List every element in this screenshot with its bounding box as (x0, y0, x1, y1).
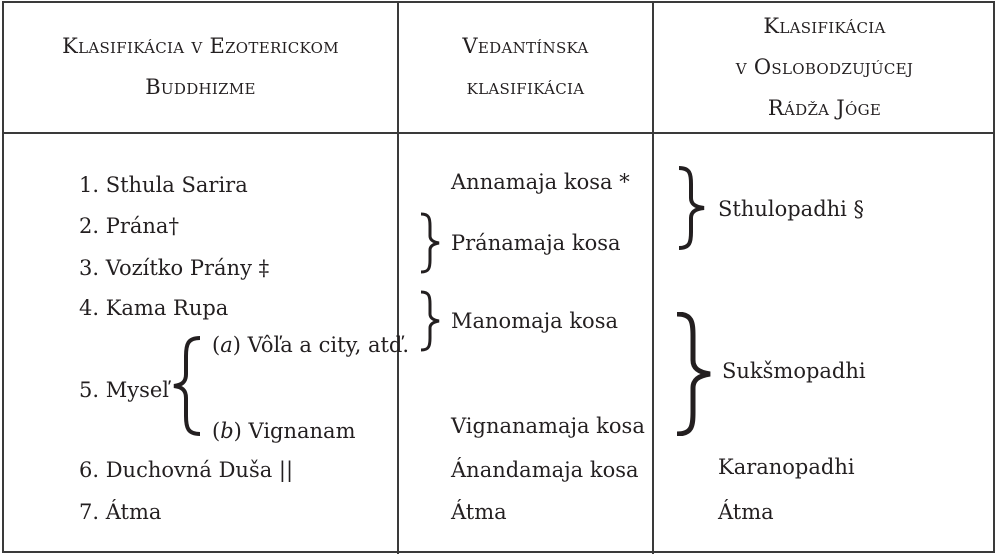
header-divider (2, 132, 995, 134)
header-col1-line2: Buddhizme (145, 75, 256, 99)
col2-item-6: Átma (451, 500, 507, 524)
col3-item-2: Sukšmopadhi (722, 359, 866, 383)
col1-item-7: 7. Átma (79, 500, 162, 524)
col1-item-2: 2. Prána† (79, 214, 179, 238)
col2-item-5: Ánandamaja kosa (451, 458, 639, 482)
manas-brace-icon (418, 290, 442, 352)
header-col3-line2: v Oslobodzujúcej (735, 55, 914, 79)
col1-item-5b-text: Vignanam (248, 419, 356, 443)
col2-item-3: Manomaja kosa (451, 309, 618, 333)
col1-item-6: 6. Duchovná Duša || (79, 458, 294, 482)
col3-item-3: Karanopadhi (718, 455, 855, 479)
header-col3-line3: Rádža Jóge (767, 96, 882, 120)
col3-item-1: Sthulopadhi § (718, 197, 865, 221)
col1-item-3: 3. Vozítko Prány ‡ (79, 256, 270, 280)
header-col2 (399, 26, 652, 108)
col1-item-5b: (b) Vignanam (212, 419, 356, 443)
mind-brace-icon (170, 336, 204, 436)
header-col2-line1: Vedantínska (462, 34, 589, 58)
prana-brace-icon (418, 212, 442, 274)
col1-item-5b-label: b (220, 419, 234, 443)
col1-item-5a: (a) Vôľa a city, atď. (212, 333, 410, 357)
col1-item-1: 1. Sthula Sarira (79, 173, 248, 197)
col2-item-2: Pránamaja kosa (451, 231, 621, 255)
header-col3-line1: Klasifikácia (763, 14, 886, 38)
header-col2-line2: klasifikácia (466, 75, 585, 99)
col1-item-4: 4. Kama Rupa (79, 296, 229, 320)
sthula-brace-icon (676, 166, 708, 250)
header-col3 (654, 6, 995, 129)
col1-item-5a-label: a (220, 333, 233, 357)
col2-item-4: Vignanamaja kosa (451, 414, 645, 438)
header-col1 (4, 26, 397, 108)
col1-item-5a-text: Vôľa a city, atď. (247, 333, 410, 357)
col3-item-4: Átma (718, 500, 774, 524)
col1-item-5: 5. Myseľ (79, 378, 169, 402)
sukshma-brace-icon (674, 312, 714, 436)
col2-item-1: Annamaja kosa * (451, 170, 630, 194)
header-col1-line1: Klasifikácia v Ezoterickom (62, 34, 339, 58)
